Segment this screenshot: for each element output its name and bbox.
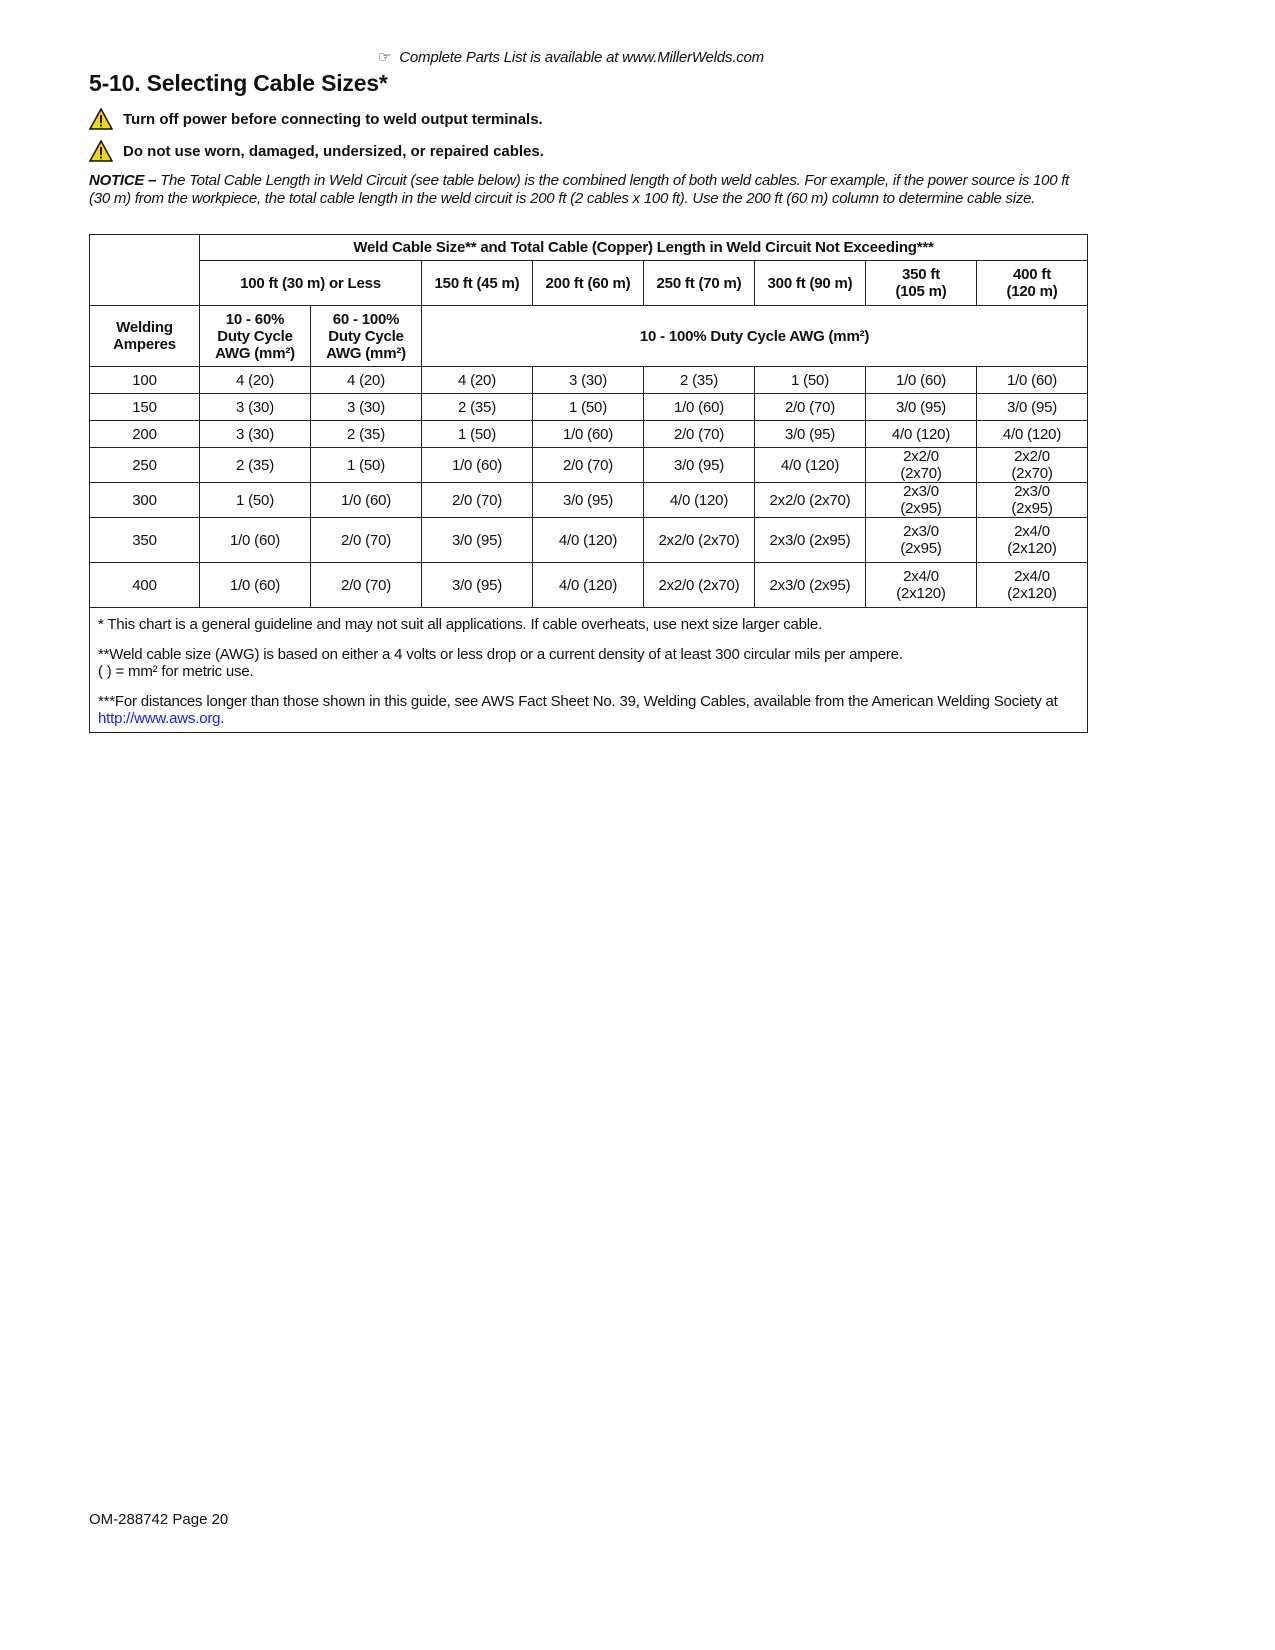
cable-size-cell: 2/0 (70)	[311, 563, 422, 608]
cable-size-cell: 3 (30)	[200, 394, 311, 421]
cable-size-cell: 2x3/0 (2x95)	[866, 483, 977, 518]
cable-size-cell: 4/0 (120)	[755, 448, 866, 483]
cable-size-cell: 2/0 (70)	[644, 421, 755, 448]
cable-size-cell: 4/0 (120)	[977, 421, 1088, 448]
cable-size-cell: 1 (50)	[755, 367, 866, 394]
table-row	[90, 367, 1088, 394]
cable-size-cell: 3 (30)	[533, 367, 644, 394]
cable-size-cell: 2x3/0 (2x95)	[866, 518, 977, 563]
aws-link[interactable]: http://www.aws.org	[98, 710, 221, 727]
cable-size-cell: 3 (30)	[311, 394, 422, 421]
warning-1: Turn off power before connecting to weld output terminals.	[89, 108, 543, 130]
table-row	[90, 518, 1088, 563]
cable-size-cell: 3/0 (95)	[422, 518, 533, 563]
duty-header: 10 - 100% Duty Cycle AWG (mm²)	[422, 306, 1088, 367]
cable-size-cell: 2x3/0 (2x95)	[755, 518, 866, 563]
cable-size-cell: 1/0 (60)	[644, 394, 755, 421]
cable-size-cell: 4/0 (120)	[644, 483, 755, 518]
cable-size-cell: 2/0 (70)	[533, 448, 644, 483]
cable-size-cell: 2x4/0 (2x120)	[977, 563, 1088, 608]
cable-size-cell: 1/0 (60)	[200, 518, 311, 563]
cable-size-cell: 2 (35)	[422, 394, 533, 421]
cable-size-cell: 2x4/0 (2x120)	[977, 518, 1088, 563]
cable-size-cell: 2 (35)	[200, 448, 311, 483]
cable-size-cell: 3/0 (95)	[755, 421, 866, 448]
length-header: 150 ft (45 m)	[422, 261, 533, 306]
cable-size-cell: 3/0 (95)	[977, 394, 1088, 421]
warning-triangle-icon	[89, 140, 113, 162]
footnote: **Weld cable size (AWG) is based on either a 4 volts or less drop or a current density of at least 300 circular mils per ampere. ( ) = mm² for metric use.	[98, 645, 903, 680]
notice-paragraph: NOTICE – The Total Cable Length in Weld Circuit (see table below) is the combined length of both weld cables. For example, if the power source is 100 ft (30 m) from the workpiece, the total cable length in the weld circuit is 200 ft (2 cables x 100 ft). Use the 200 ft (60 m) column to determine cable size.	[89, 172, 1070, 207]
footnotes	[90, 608, 1088, 733]
cable-size-cell: 2x2/0 (2x70)	[977, 448, 1088, 483]
length-header: 100 ft (30 m) or Less	[200, 261, 422, 306]
cable-size-table	[89, 234, 1088, 733]
length-header: 300 ft (90 m)	[755, 261, 866, 306]
table-row	[90, 448, 1088, 483]
cable-size-cell: 3 (30)	[200, 421, 311, 448]
footnote: * This chart is a general guideline and may not suit all applications. If cable overheats, use next size larger cable.	[98, 616, 823, 633]
cable-size-cell: 1 (50)	[422, 421, 533, 448]
table-row	[90, 563, 1088, 608]
amps-cell: 150	[90, 394, 200, 421]
cable-size-cell: 1/0 (60)	[533, 421, 644, 448]
length-header: 400 ft (120 m)	[977, 261, 1088, 306]
cable-size-cell: 4 (20)	[200, 367, 311, 394]
amps-cell: 250	[90, 448, 200, 483]
empty-corner	[90, 235, 200, 306]
super-header: Weld Cable Size** and Total Cable (Copper) Length in Weld Circuit Not Exceeding***	[200, 235, 1088, 261]
amps-cell: 200	[90, 421, 200, 448]
cable-size-cell: 2x2/0 (2x70)	[644, 518, 755, 563]
cable-size-cell: 4 (20)	[422, 367, 533, 394]
length-header: 200 ft (60 m)	[533, 261, 644, 306]
amps-cell: 300	[90, 483, 200, 518]
amps-header: Welding Amperes	[90, 306, 200, 367]
cable-size-cell: 2x2/0 (2x70)	[866, 448, 977, 483]
cable-size-cell: 2x3/0 (2x95)	[977, 483, 1088, 518]
warning-2: Do not use worn, damaged, undersized, or repaired cables.	[89, 140, 544, 162]
cable-size-cell: 4/0 (120)	[866, 421, 977, 448]
warning-triangle-icon	[89, 108, 113, 130]
cable-size-cell: 4/0 (120)	[533, 563, 644, 608]
duty-header: 60 - 100% Duty Cycle AWG (mm²)	[311, 306, 422, 367]
cable-size-cell: 4/0 (120)	[533, 518, 644, 563]
duty-header: 10 - 60% Duty Cycle AWG (mm²)	[200, 306, 311, 367]
amps-cell: 400	[90, 563, 200, 608]
pointing-hand-icon: ☞	[378, 49, 392, 66]
cable-size-cell: 1 (50)	[311, 448, 422, 483]
cable-size-cell: 2 (35)	[311, 421, 422, 448]
cable-size-cell: 2x2/0 (2x70)	[644, 563, 755, 608]
cable-size-cell: 2x2/0 (2x70)	[755, 483, 866, 518]
cable-size-cell: 4 (20)	[311, 367, 422, 394]
cable-size-cell: 1/0 (60)	[422, 448, 533, 483]
cable-size-cell: 2/0 (70)	[755, 394, 866, 421]
cable-size-cell: 1/0 (60)	[200, 563, 311, 608]
cable-size-cell: 3/0 (95)	[533, 483, 644, 518]
amps-cell: 100	[90, 367, 200, 394]
cable-size-cell: 1/0 (60)	[866, 367, 977, 394]
cable-size-cell: 2 (35)	[644, 367, 755, 394]
length-header: 250 ft (70 m)	[644, 261, 755, 306]
footnote: ***For distances longer than those shown in this guide, see AWS Fact Sheet No. 39, Welding Cables, available from the American Welding Society at http://www.aws.org.	[98, 692, 1058, 727]
cable-size-cell: 1 (50)	[533, 394, 644, 421]
table-row	[90, 394, 1088, 421]
cable-size-cell: 3/0 (95)	[422, 563, 533, 608]
cable-size-cell: 2x3/0 (2x95)	[755, 563, 866, 608]
parts-list-note: ☞ Complete Parts List is available at www.MillerWelds.com	[378, 49, 764, 66]
length-header: 350 ft (105 m)	[866, 261, 977, 306]
cable-size-cell: 3/0 (95)	[866, 394, 977, 421]
cable-size-cell: 2/0 (70)	[422, 483, 533, 518]
table-row	[90, 483, 1088, 518]
section-title: 5-10. Selecting Cable Sizes*	[89, 70, 388, 96]
cable-size-cell: 1/0 (60)	[311, 483, 422, 518]
cable-size-cell: 3/0 (95)	[644, 448, 755, 483]
table-row	[90, 421, 1088, 448]
cable-size-cell: 1/0 (60)	[977, 367, 1088, 394]
cable-size-cell: 2/0 (70)	[311, 518, 422, 563]
amps-cell: 350	[90, 518, 200, 563]
cable-size-cell: 1 (50)	[200, 483, 311, 518]
cable-size-cell: 2x4/0 (2x120)	[866, 563, 977, 608]
page-footer: OM-288742 Page 20	[89, 1511, 229, 1528]
